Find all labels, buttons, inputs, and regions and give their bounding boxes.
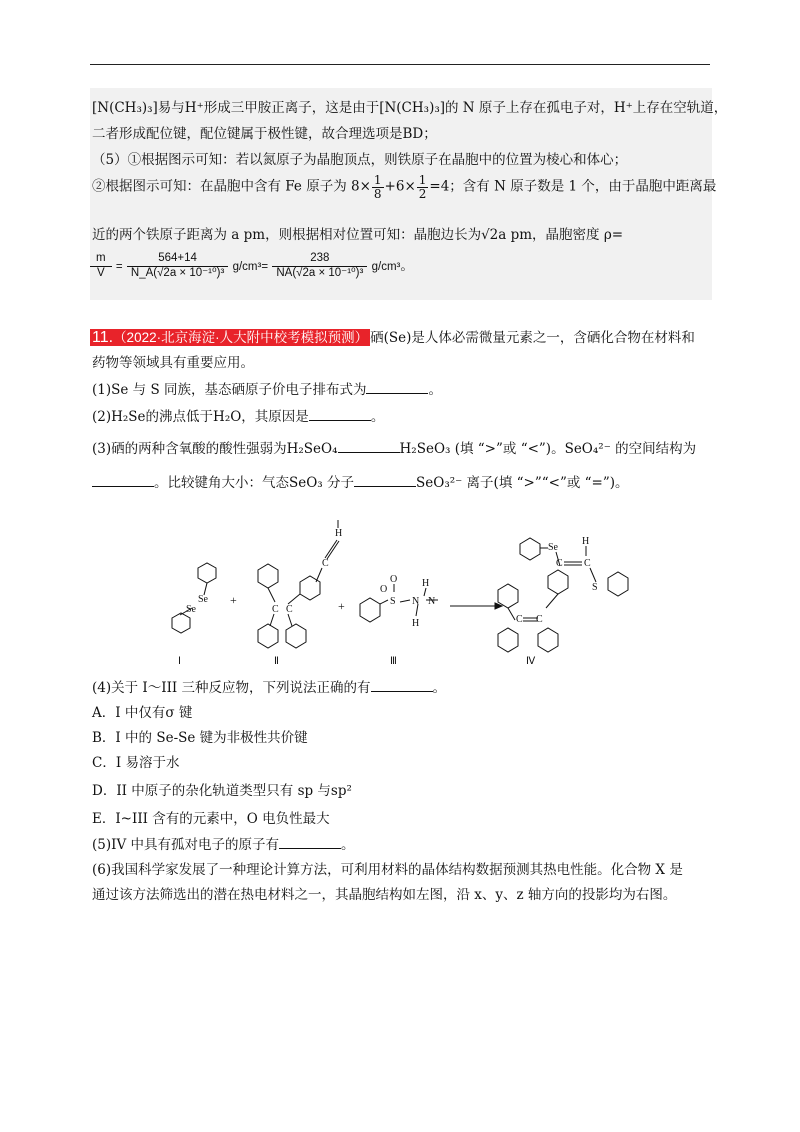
- option-b: B．I 中的 Se-Se 键为非极性共价键: [92, 730, 308, 746]
- compound-IV: [498, 538, 628, 652]
- question-part-6a: (6)我国科学家发展了一种理论计算方法，可利用材料的晶体结构数据预测其热电性能。化合物 X 是: [92, 862, 683, 878]
- question-11-header: 11.（2022·北京海淀·人大附中校考模拟预测） 硒(Se)是人体必需微量元素之一，含硒化合物在材料和: [92, 329, 695, 346]
- fraction-1-8: $\frac{1}{8}$: [373, 173, 382, 201]
- o-atom: O: [380, 584, 388, 595]
- question-part-6b: 通过该方法筛选出的潜在热电材料之一，其晶胞结构如左图，沿 x、y、z 轴方向的投影均为右图。: [92, 887, 677, 903]
- source-tag: 11.（2022·北京海淀·人大附中校考模拟预测）: [92, 329, 369, 346]
- s-atom: S: [390, 596, 396, 607]
- label-II: Ⅱ: [274, 656, 279, 667]
- o-atom: O: [390, 574, 398, 585]
- question-part-1: (1)Se 与 S 同族，基态硒原子价电子排布式为 。: [92, 382, 442, 398]
- label-I: Ⅰ: [178, 656, 181, 667]
- h-atom: H: [422, 578, 430, 589]
- question-part-5: (5)IV 中具有孤对电子的原子有 。: [92, 837, 355, 853]
- c-atom: C: [322, 558, 329, 569]
- compound-I: [172, 563, 216, 633]
- solution-line-5: 近的两个铁原子距离为 a pm，则根据相对位置可知：晶胞边长为√2a pm，晶胞密度 ρ=: [92, 227, 624, 243]
- c-atom: C: [516, 614, 523, 625]
- compound-II: [258, 520, 339, 648]
- question-part-4: (4)关于 I～III 三种反应物，下列说法正确的有 。: [92, 680, 447, 696]
- c-atom: C: [272, 604, 279, 615]
- option-e: E．I~III 含有的元素中，O 电负性最大: [92, 811, 330, 827]
- density-formula: $\frac{m}{V}$ = $\frac{564+14}{\text{N\_A(√2a × 10⁻¹⁰)³}}$ g/cm³= $\frac{238}{\text{NA(√2a × 10⁻¹⁰)³}}$ g/cm³。: [90, 252, 414, 281]
- c-atom: C: [584, 558, 591, 569]
- compound-III: [360, 584, 438, 622]
- option-d: D．II 中原子的杂化轨道类型只有 sp 与sp²: [92, 783, 352, 799]
- label-IV: Ⅳ: [526, 656, 536, 667]
- fraction-1-2: $\frac{1}{2}$: [418, 173, 427, 201]
- label-III: Ⅲ: [390, 656, 397, 667]
- reaction-scheme: [150, 520, 670, 670]
- header-rule: [90, 64, 710, 65]
- answer-blank-3b: [92, 474, 154, 487]
- density-fraction-1: $\frac{564+14}{\text{N\_A(√2a × 10⁻¹⁰)³}}$: [127, 252, 228, 281]
- s-atom: S: [592, 582, 598, 593]
- n-atom: N: [428, 596, 436, 607]
- solution-line-2: 二者形成配位键，配位键属于极性键，故合理选项是BD；: [92, 126, 437, 142]
- c-atom: C: [556, 558, 563, 569]
- answer-blank-1: [366, 381, 428, 394]
- option-a: A．I 中仅有σ 键: [92, 705, 193, 721]
- se-atom-1: Se: [198, 594, 208, 605]
- question-part-2: (2)H₂Se的沸点低于H₂O，其原因是 。: [92, 409, 385, 425]
- question-intro-2: 药物等领域具有重要应用。: [92, 355, 254, 371]
- plus-sign: +: [338, 599, 345, 613]
- question-part-3b: 。比较键角大小：气态SeO₃ 分子 SeO₃²⁻ 离子(填 “>”“<”或 “=”)。: [92, 474, 629, 491]
- c-atom: C: [286, 604, 293, 615]
- h-atom: H: [582, 536, 590, 547]
- answer-blank-3c: [354, 474, 416, 487]
- answer-blank-2: [309, 408, 371, 421]
- h-atom: H: [335, 528, 343, 539]
- solution-line-1: [N(CH₃)₃]易与H⁺形成三甲胺正离子，这是由于[N(CH₃)₃]的 N 原子上存在孤电子对，H⁺上存在空轨道，: [92, 100, 728, 116]
- n-atom: N: [412, 596, 420, 607]
- solution-line-3: （5）①根据图示可知：若以氮原子为晶胞顶点，则铁原子在晶胞中的位置为棱心和体心；: [92, 152, 628, 168]
- answer-blank-5: [279, 836, 341, 849]
- c-atom: C: [536, 614, 543, 625]
- answer-blank-4: [371, 679, 433, 692]
- se-atom-2: Se: [186, 604, 196, 615]
- h-atom: H: [412, 618, 420, 629]
- density-fraction-2: $\frac{238}{\text{NA(√2a × 10⁻¹⁰)³}}$: [272, 252, 367, 281]
- solution-line-4: ②根据图示可知：在晶胞中含有 Fe 原子为 8× $\frac{1}{8}$ +6× $\frac{1}{2}$ =4；含有 N 原子数是 1 个，由于晶胞中距离最: [92, 173, 717, 201]
- plus-sign: +: [230, 593, 237, 607]
- question-part-3a: (3)硒的两种含氧酸的酸性强弱为H₂SeO₄ H₂SeO₃ (填 “>”或 “<”)。SeO₄²⁻ 的空间结构为: [92, 441, 697, 457]
- option-c: C．I 易溶于水: [92, 755, 180, 771]
- se-atom: Se: [548, 542, 558, 553]
- answer-blank-3a: [338, 440, 400, 453]
